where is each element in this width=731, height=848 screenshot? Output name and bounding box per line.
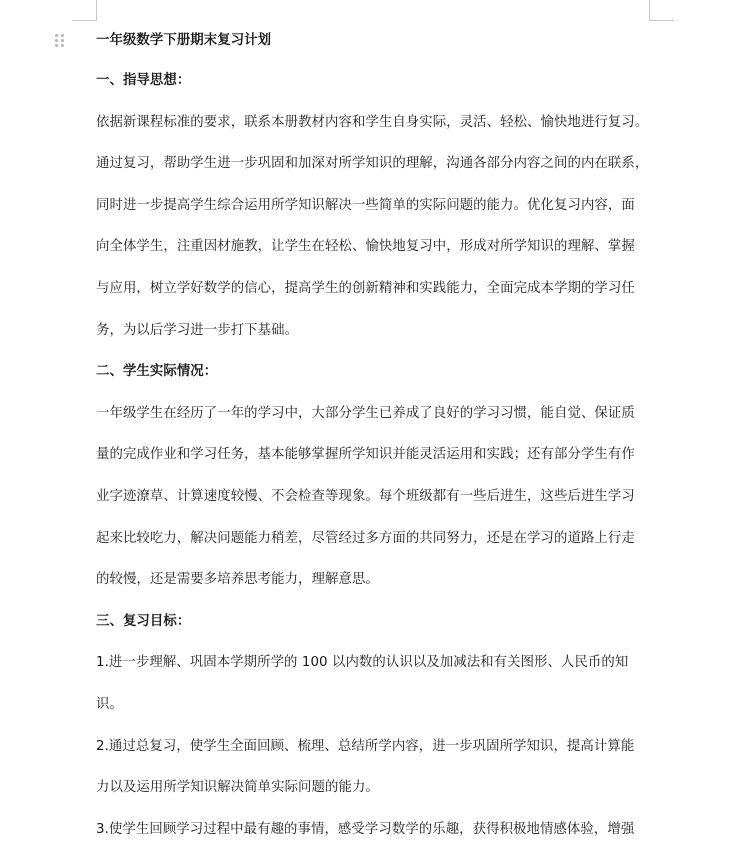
paragraph-line: 力以及运用所学知识解决简单实际问题的能力。 bbox=[96, 780, 379, 796]
paragraph-line: 量的完成作业和学习任务，基本能够掌握所学知识并能灵活运用和实践；还有部分学生有作 bbox=[96, 447, 635, 463]
paragraph-line: 2.通过总复习，使学生全面回顾、梳理、总结所学内容，进一步巩固所学知识，提高计算能 bbox=[96, 738, 635, 754]
paragraph-line: 起来比较吃力，解决问题能力稍差，尽管经过多方面的共同努力，还是在学习的道路上行走 bbox=[96, 530, 635, 546]
page-corner-marker-left bbox=[72, 0, 97, 21]
document-title: 一年级数学下册期末复习计划 bbox=[96, 33, 272, 48]
section-heading: 二、学生实际情况： bbox=[96, 364, 218, 380]
paragraph-line: 与应用，树立学好数学的信心，提高学生的创新精神和实践能力，全面完成本学期的学习任 bbox=[96, 280, 635, 296]
paragraph-line: 3.使学生回顾学习过程中最有趣的事情，感受学习数学的乐趣，获得积极地情感体验，增强 bbox=[96, 821, 635, 837]
paragraph-line: 一年级学生在经历了一年的学习中，大部分学生已养成了良好的学习习惯，能自觉、保证质 bbox=[96, 405, 635, 421]
paragraph-line: 向全体学生，注重因材施教，让学生在轻松、愉快地复习中，形成对所学知识的理解、掌握 bbox=[96, 239, 635, 255]
paragraph-line: 识。 bbox=[96, 696, 123, 712]
section-heading: 三、复习目标： bbox=[96, 613, 191, 629]
drag-handle-icon[interactable] bbox=[55, 34, 65, 48]
paragraph-line: 务，为以后学习进一步打下基础。 bbox=[96, 322, 299, 338]
section-heading: 一、指导思想： bbox=[96, 73, 191, 88]
paragraph-line: 通过复习，帮助学生进一步巩固和加深对所学知识的理解，沟通各部分内容之间的内在联系， bbox=[96, 156, 649, 172]
document-body[interactable] bbox=[96, 22, 658, 848]
paragraph-line: 1.进一步理解、巩固本学期所学的 100 以内数的认识以及加减法和有关图形、人民币的知 bbox=[96, 655, 629, 671]
paragraph-line: 的较慢，还是需要多培养思考能力，理解意思。 bbox=[96, 572, 379, 588]
paragraph-line: 业字迹潦草、计算速度较慢、不会检查等现象。每个班级都有一些后进生，这些后进生学习 bbox=[96, 488, 635, 504]
paragraph-line: 同时进一步提高学生综合运用所学知识解决一些简单的实际问题的能力。优化复习内容，面 bbox=[96, 197, 635, 213]
page-corner-marker-right bbox=[649, 0, 674, 21]
paragraph-line: 依据新课程标准的要求，联系本册教材内容和学生自身实际，灵活、轻松、愉快地进行复习。 bbox=[96, 114, 649, 130]
